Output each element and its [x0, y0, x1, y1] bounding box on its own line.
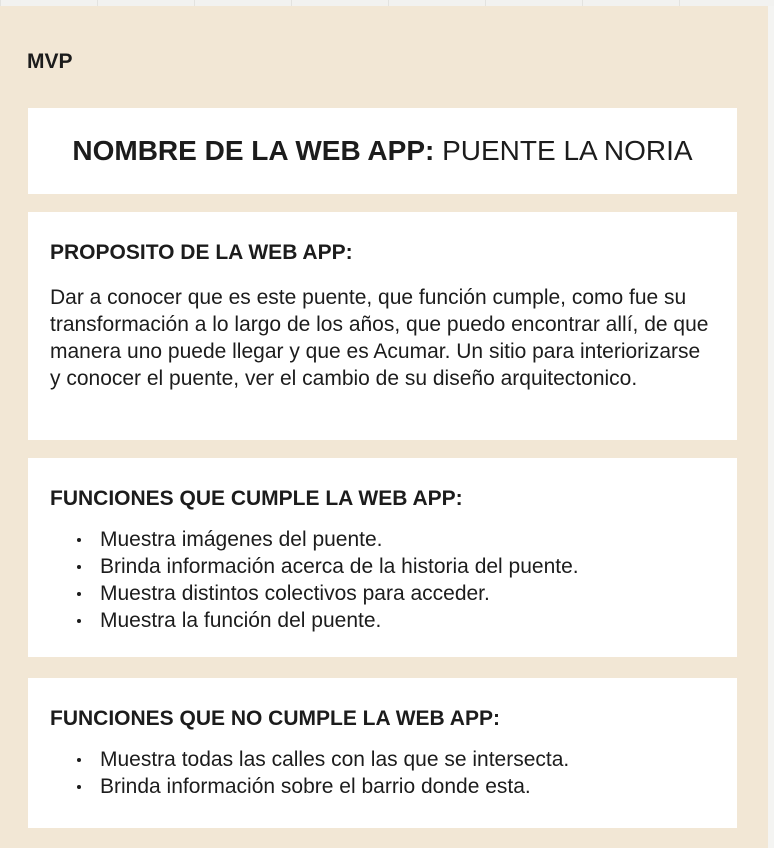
non-functions-list	[50, 746, 715, 800]
mvp-board[interactable]	[0, 6, 768, 848]
board-title: MVP	[27, 50, 73, 73]
functions-card[interactable]	[28, 458, 737, 657]
purpose-card[interactable]	[28, 212, 737, 440]
non-functions-card[interactable]	[28, 678, 737, 828]
functions-list	[50, 526, 715, 634]
web-app-name-card[interactable]	[28, 108, 737, 194]
web-app-name-label: NOMBRE DE LA WEB APP:	[72, 135, 435, 166]
list-item: Muestra distintos colectivos para acceder.	[100, 580, 715, 607]
non-functions-heading: FUNCIONES QUE NO CUMPLE LA WEB APP:	[50, 707, 500, 730]
list-item: Brinda información acerca de la historia del puente.	[100, 553, 715, 580]
list-item: Brinda información sobre el barrio donde esta.	[100, 773, 715, 800]
list-item: Muestra imágenes del puente.	[100, 526, 715, 553]
functions-heading: FUNCIONES QUE CUMPLE LA WEB APP:	[50, 487, 463, 510]
web-app-name-value: PUENTE LA NORIA	[442, 135, 693, 166]
purpose-body: Dar a conocer que es este puente, que función cumple, como fue su transformación a lo largo de los años, que puedo encontrar allí, de que manera uno puede llegar y que es Acumar. Un sitio para interiorizarse y conocer el puente, ver el cambio de su diseño arquitectonico.	[50, 286, 709, 390]
list-item: Muestra todas las calles con las que se intersecta.	[100, 746, 715, 773]
purpose-heading: PROPOSITO DE LA WEB APP:	[50, 241, 353, 264]
list-item: Muestra la función del puente.	[100, 607, 715, 634]
